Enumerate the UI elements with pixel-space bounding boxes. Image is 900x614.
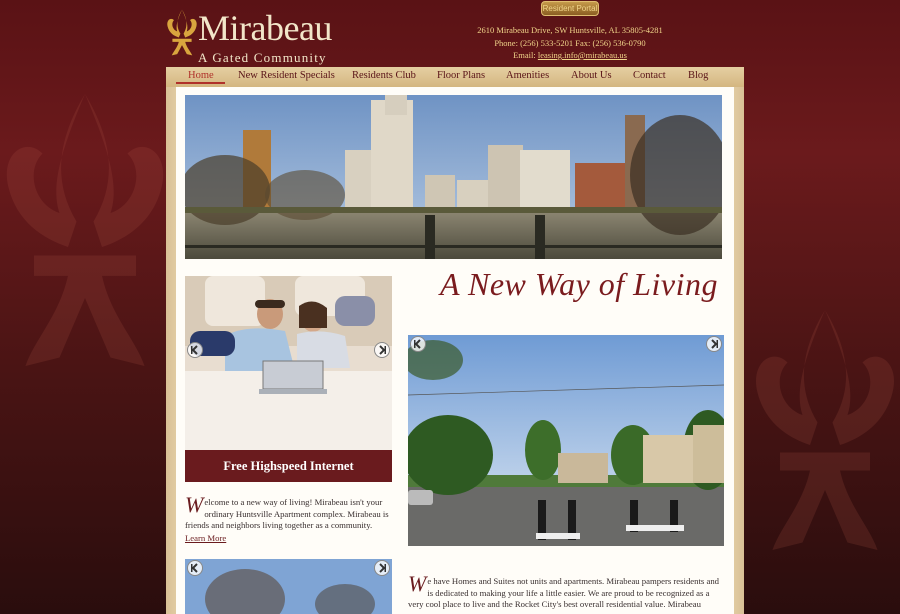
homes-text: e have Homes and Suites not units and apartments. Mirabeau pampers residents and is dedicated to making your life a little easier. We are proud to be recognized as a very cool place to live and the Rocket City's best overall residential value. Mirabeau [408,576,720,609]
nav-item-blog[interactable]: Blog [688,70,709,81]
address-text: 2610 Mirabeau Drive, SW Huntsville, AL 35805-4281 [477,25,663,35]
background-fleur-right [750,280,900,580]
promo-caption[interactable]: Free Highspeed Internet [185,450,392,482]
nav-item-home[interactable]: Home [188,70,214,81]
main-nav [166,67,744,87]
promo-image [185,276,392,450]
brand-name: Mirabeau [198,8,332,48]
homes-dropcap: W [408,571,427,596]
email-line [470,49,670,62]
nav-active-underline [176,82,225,84]
tagline: A New Way of Living [440,266,718,302]
fleur-de-lis-icon [166,8,198,61]
nav-item-residents-club[interactable]: Residents Club [352,70,416,81]
welcome-text: elcome to a new way of living! Mirabeau isn't your ordinary Huntsville Apartment complex. Mirabeau is friends and neighbors living together as a community. [185,497,389,530]
site-logo[interactable] [166,8,341,65]
homes-paragraph [408,571,722,611]
nav-item-floor-plans[interactable]: Floor Plans [437,70,486,81]
next-arrow-icon[interactable] [706,336,722,352]
nav-item-contact[interactable]: Contact [633,70,666,81]
nav-item-about-us[interactable]: About Us [571,70,612,81]
phone-text: Phone: (256) 533-5201 Fax: (256) 536-0790 [494,37,646,48]
email-label: Email: [513,50,536,60]
previous-arrow-icon[interactable] [187,560,203,576]
learn-more-link[interactable]: Learn More [185,532,227,543]
next-arrow-icon[interactable] [374,560,390,576]
contact-info [470,24,670,62]
welcome-dropcap: W [185,492,204,517]
nav-item-new-resident-specials[interactable]: New Resident Specials [238,70,335,81]
email-link[interactable]: leasing.info@mirabeau.us [537,50,627,60]
hero-image [185,95,722,259]
next-arrow-icon[interactable] [374,342,390,358]
previous-arrow-icon[interactable] [410,336,426,352]
background-fleur-left [0,80,170,380]
previous-arrow-icon[interactable] [187,342,203,358]
brand-subtitle: A Gated Community [198,50,327,65]
nav-item-amenities[interactable]: Amenities [506,70,550,81]
secondary-image [185,559,392,614]
resident-portal-button[interactable]: Resident Portal [541,1,599,16]
gate-image [408,335,724,546]
welcome-paragraph [185,492,393,544]
